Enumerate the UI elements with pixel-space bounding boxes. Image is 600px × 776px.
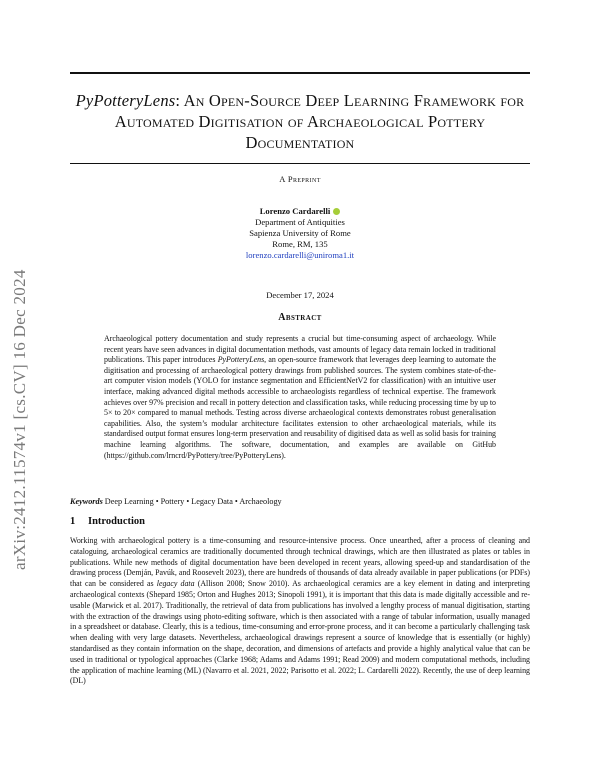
arxiv-identifier-stamp: arXiv:2412.11574v1 [cs.CV] 16 Dec 2024 xyxy=(10,269,29,570)
intro-part-1: Working with archaeological pottery is a time-consuming and resource-intensive process. Once unearthed, after a process of cleaning and cataloguing, archaeological ceramics are traditionally documented through technical drawings, which are then illustrated as plates or tables in publications. While new methods of digital documentation have been developed in recent years, allowing speed-up and standardisation of the drawing process (Demján, Pavúk, and Roosevelt 2023), there are hundreds of thousands of data already available in paper publications (or PDFs) that can be considered as xyxy=(70,536,530,589)
paper-title xyxy=(70,90,530,153)
abstract-emphasis: PyPotteryLens xyxy=(217,355,265,365)
section-title: Introduction xyxy=(88,516,145,527)
abstract-text xyxy=(104,334,496,461)
introduction-paragraph xyxy=(70,536,530,687)
title-rule-top xyxy=(70,72,530,74)
keywords-label: Keywords xyxy=(70,497,103,506)
author-block xyxy=(0,206,600,261)
intro-emphasis: legacy data xyxy=(156,579,195,589)
abstract-part-2: , an open-source framework that leverages deep learning to automate the digitisation and processing of archaeological pottery drawings from published sources. The system combines state-of-the-art computer vision models (YOLO for instance segmentation and EfficientNetV2 for classification) with an intuitive user interface, making advanced digital methods accessible to archaeologists regardless of technical expertise. The framework achieves over 97% precision and recall in pottery detection and classification tasks, while reducing processing time by up to 5× to 20× compared to manual methods. Testing across diverse archaeological contexts demonstrates robust generalisation capabilities. Also, the system’s modular architecture facilitates extension to other archaeological materials, while its standardised output format ensures long-term preservation and reusability of digitised data as well as solid basis for training machine learning algorithms. The software, documentation, and examples are available on GitHub (https://github.com/lrncrd/PyPottery/tree/PyPotteryLens). xyxy=(104,355,497,460)
author-location: Rome, RM, 135 xyxy=(272,239,328,249)
abstract-heading: Abstract xyxy=(278,312,322,323)
keywords-text: Deep Learning • Pottery • Legacy Data • Archaeology xyxy=(104,497,282,506)
keywords-line xyxy=(70,496,530,507)
author-email-link[interactable]: lorenzo.cardarelli@uniroma1.it xyxy=(245,250,355,260)
author-name: Lorenzo Cardarelli xyxy=(259,206,331,216)
publication-date: December 17, 2024 xyxy=(266,290,334,300)
orcid-icon[interactable] xyxy=(333,208,340,215)
section-number: 1 xyxy=(70,516,76,527)
section-heading-introduction xyxy=(70,516,530,527)
intro-part-2: (Allison 2008; Snow 2010). As archaeological ceramics are a key element in dating and interpreting archaeological contexts (Shepard 1985; Orton and Hughes 2013; Sinopoli 1991), it is important that this data is made digitally accessible and re-usable (Marwick et al. 2017). Traditionally, the retrieval of data from publications has involved a lengthy process of manual digitisation, starting with the extraction of the drawings using photo-editing software, which is then associated with a range of tabular information, usually managed in a spreadsheet or database. Clearly, this is a tedious, time-consuming and error-prone process, and it can become a particularly challenging task when dealing with very large datasets. Nevertheless, archaeological drawings represent a source of knowledge that is essentially (or highly) standardised as they contain information on the shape, decoration, and dimensions of artefacts and provide a highly analytical value that can be used in traditional or typological approaches (Clarke 1968; Adams and Adams 1991; Read 2009) and modern computational methods, including the application of machine learning (ML) (Navarro et al. 2021, 2022; Parisotto et al. 2022; L. Cardarelli 2022). Recently, the use of deep learning (DL) xyxy=(70,579,530,686)
preprint-label: A Preprint xyxy=(279,174,321,184)
abstract-part-1: Archaeological pottery documentation and study represents a crucial but time-consuming aspect of archaeology. While recent years have seen advances in digital documentation methods, vast amounts of legacy data remain locked in traditional publications. This paper introduces xyxy=(104,334,496,365)
title-rule-bottom xyxy=(70,163,530,164)
title-lead: PyPotteryLens xyxy=(75,91,176,110)
author-university: Sapienza University of Rome xyxy=(249,228,351,238)
author-department: Department of Antiquities xyxy=(255,217,345,227)
title-rest: : An Open-Source Deep Learning Framework for Automated Digitisation of Archaeological Pottery Documentation xyxy=(114,91,525,152)
